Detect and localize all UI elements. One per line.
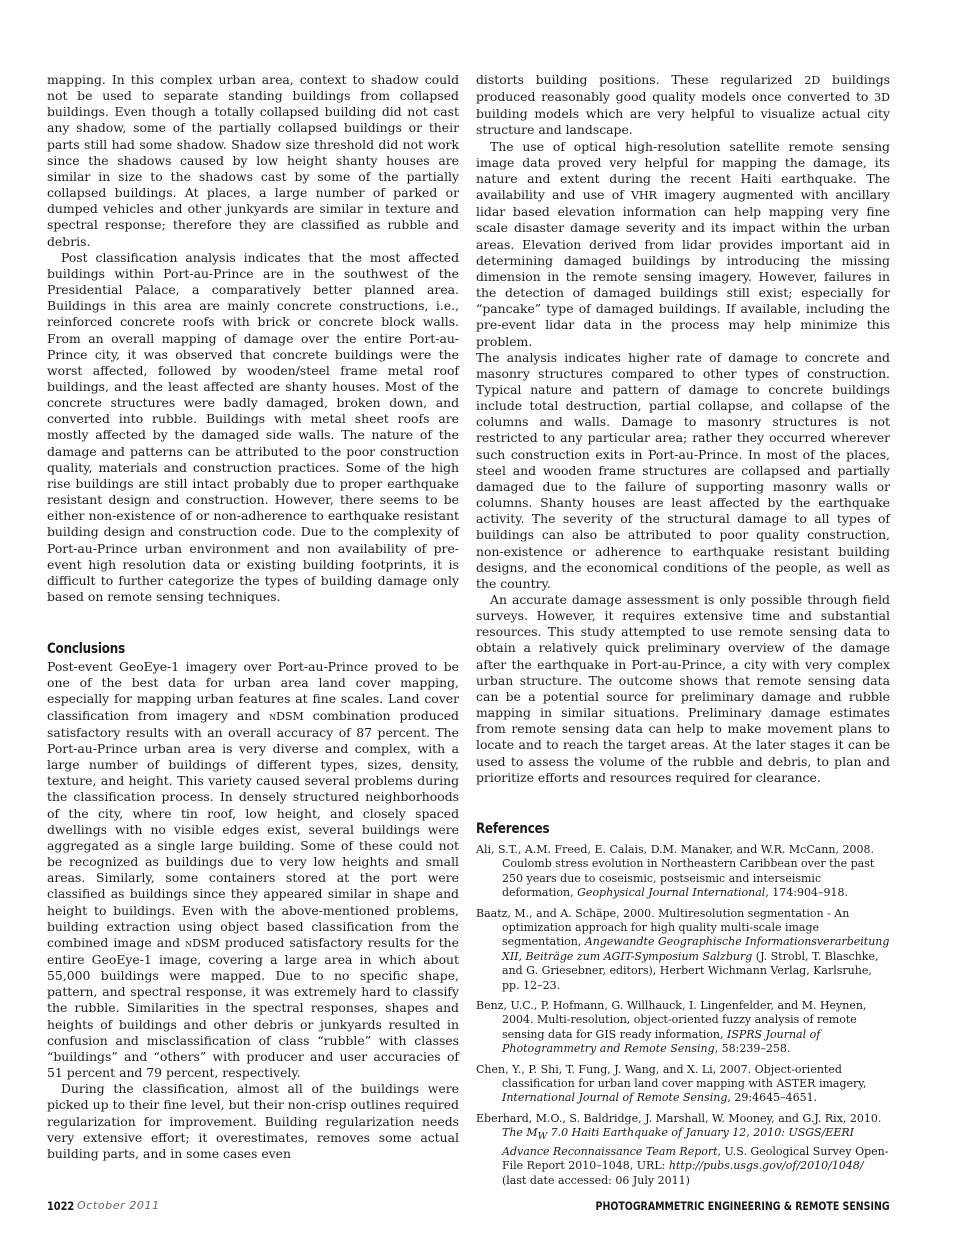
journal-title: Geophysical Journal International xyxy=(577,886,766,900)
page-footer xyxy=(47,1197,890,1215)
left-column xyxy=(47,72,459,1162)
body-paragraph: mapping. In this complex urban area, context to shadow could not be used to separate standing buildings from collapsed buildings. Even though a totally collapsed building did not cast any shadow, some of the partially collapsed buildings or their parts still had some shadow. Shadow size threshold did not work since the shadows caused by low height shanty houses are similar in size to the shadows cast by some of the partially collapsed buildings. At places, a large number of parked or dumped vehicles and other junkyards are similar in texture and spectral response; therefore they are classified as rubble and debris. xyxy=(47,72,459,249)
text-run: , 58:239–258. xyxy=(714,1042,791,1056)
abbrev-2d: 2D xyxy=(804,74,821,87)
text-run: , 174:904–918. xyxy=(765,886,848,900)
body-paragraph xyxy=(476,139,890,350)
abbrev-3d: 3D xyxy=(874,91,890,105)
text-run: distorts building positions. These regularized xyxy=(476,72,805,87)
reference-item xyxy=(476,907,890,993)
text-run: produced satisfactory results for the entire GeoEye-1 image, covering a large area in which about 55,000 buildings were mapped. Due to no specific shape, pattern, and spectral response, it was extremely hard to classify the rubble. Similarities in the spectral responses, shapes and heights of buildings and other debris or junkyards resulted in confusion and misclassification of class “rubble” with classes “buildings” and “others” with producer and user accuracies of 51 percent and 79 percent, respectively. xyxy=(47,934,459,1081)
reference-item xyxy=(476,1063,890,1106)
right-column xyxy=(476,72,890,1194)
text-run: (J. Strobl, T. Blaschke, and G. Griesebner, editors), Herbert Wichmann Verlag, Karlsruhe, pp. 12–23. xyxy=(502,949,879,992)
text-run: Baatz, M., and A. Schäpe, 2000. Multiresolution segmentation - An optimization approach for high quality multi-scale image segmentation, xyxy=(476,906,850,949)
journal-title: Angewandte Geographische Informationsverarbeitung XII, Beiträge zum AGIT-Symposium Salzburg xyxy=(502,935,890,963)
text-run: The use of optical high-resolution satellite remote sensing image data proved very helpful for mapping the damage, its nature and extent during the recent Haiti earthquake. The availability and use of xyxy=(476,138,890,203)
text-run: combination produced satisfactory results with an overall accuracy of 87 percent. The Port-au-Prince urban area is very diverse and complex, with a large number of buildings of different types, sizes, density, texture, and height. This variety caused several problems during the classification process. In densely structured neighborhoods of the city, where tin roof, low height, and closely spaced dwellings with no visible edges exist, several buildings were aggregated as a single large building. Some of these could not be recognized as buildings due to very low heights and small areas. Similarly, some containers stored at the port were classified as buildings since they appeared similar in shape and height to buildings. Even with the above-mentioned problems, building extraction using object based classification from the combined image and xyxy=(47,707,459,950)
journal-title: International Journal of Remote Sensing xyxy=(502,1091,728,1105)
text-run: , 29:4645–4651. xyxy=(727,1091,818,1105)
text-run: , U.S. Geological Survey Open-File Report 2010–1048, URL: xyxy=(502,1144,889,1173)
journal-title: ISPRS Journal of Photogrammetry and Remote Sensing xyxy=(502,1027,821,1056)
text-run: Ali, S.T., A.M. Freed, E. Calais, D.M. Manaker, and W.R. McCann, 2008. Coulomb stress evolution in Northeastern Caribbean over the past 250 years due to coseismic, postseismic and interseismic deformation, xyxy=(476,842,875,900)
abbrev-ndsm: nDSM xyxy=(185,936,220,950)
conclusions-paragraph: During the classification, almost all of the buildings were picked up to their fine level, but their non-crisp outlines required regularization for improvement. Building regularization needs very extensive effort; it overestimates, removes some actual building parts, and in some cases even xyxy=(47,1081,459,1161)
reference-item xyxy=(476,999,890,1057)
text-run: buildings produced reasonably good quality models once converted to xyxy=(476,72,890,105)
reference-url[interactable]: http://pubs.usgs.gov/of/2010/1048/ xyxy=(668,1159,864,1173)
body-paragraph: The analysis indicates higher rate of damage to concrete and masonry structures compared to other types of construction. Typical nature and pattern of damage to concrete buildings include total destruction, partial collapse, and collapse of the columns and walls. Damage to masonry structures is not restricted to any particular area; rather they occurred wherever such construction exits in Port-au-Prince. In most of the places, steel and wooden frame structures are collapsed and partially damaged due to the failure of supporting masonry walls or columns. Shanty houses are least affected by the earthquake activity. The severity of the structural damage to all types of buildings can also be attributed to poor quality construction, non-existence or adherence to earthquake resistant building designs, and the economical conditions of the people, as well as the country. xyxy=(476,349,890,591)
references-heading: References xyxy=(476,820,550,837)
issue-date: October 2011 xyxy=(77,1199,160,1212)
abbrev-ndsm: nDSM xyxy=(269,709,304,723)
body-paragraph: Post classification analysis indicates that the most affected buildings within Port-au-Prince are in the southwest of the Presidential Palace, a comparatively better planned area. Buildings in this area are mainly concrete constructions, i.e., reinforced concrete roofs with brick or concrete block walls. From an overall mapping of damage over the entire Port-au-Prince city, it was observed that concrete buildings were the worst affected, followed by wooden/steel frame metal roof buildings, and the least affected are shanty houses. Most of the concrete structures were badly damaged, broken down, and converted into rubble. Buildings with metal sheet roofs are mostly affected by the damaged side walls. The nature of the damage and patterns can be attributed to the poor construction quality, materials and construction practices. Some of the high rise buildings are still intact probably due to proper earthquake resistant design and construction. However, there seems to be either non-existence of or non-adherence to earthquake resistant building design and construction code. Due to the complexity of Port-au-Prince urban environment and non availability of pre-event high resolution data or existing building footprints, it is difficult to further categorize the types of building damage only based on remote sensing techniques. xyxy=(47,249,459,604)
text-run: Post-event GeoEye-1 imagery over Port-au-Prince proved to be one of the best data for urban area land cover mapping, especially for mapping urban features at fine scales. Land cover classification from imagery and xyxy=(47,659,459,723)
body-paragraph xyxy=(476,72,890,139)
journal-name: PHOTOGRAMMETRIC ENGINEERING & REMOTE SENSING xyxy=(595,1199,890,1213)
text-run: building models which are very helpful to visualize actual city structure and landscape. xyxy=(476,106,890,138)
abbrev-vhr: VHR xyxy=(631,189,657,203)
reference-item xyxy=(476,843,890,901)
text-run: Chen, Y., P. Shi, T. Fung, J. Wang, and X. Li, 2007. Object-oriented classification for urban land cover mapping with ASTER imagery, xyxy=(476,1062,867,1090)
conclusions-heading: Conclusions xyxy=(47,641,126,658)
text-run: imagery augmented with ancillary lidar based elevation information can help mapping very fine scale disaster damage severity and its impact within the urban areas. Elevation derived from lidar provides important aid in determining damaged buildings by introducing the missing dimension in the remote sensing imagery. However, failures in the detection of damaged buildings still exist; especially for “pancake” type of damaged buildings. If available, including the pre-event lidar data in the process may help minimize this problem. xyxy=(476,187,890,349)
references-list xyxy=(476,843,890,1188)
conclusions-paragraph xyxy=(47,659,459,1081)
text-run: Benz, U.C., P. Hofmann, G. Willhauck, I. Lingenfelder, and M. Heynen, 2004. Multi-resolution, object-oriented fuzzy analysis of remote sensing data for GIS ready information, xyxy=(476,998,867,1041)
text-run: (last date accessed: 06 July 2011) xyxy=(502,1173,690,1187)
page-number: 1022 xyxy=(47,1199,75,1213)
text-run: 7.0 Haiti Earthquake of January 12, 2010: USGS/EERI Advance Reconnaissance Team Report xyxy=(502,1126,854,1158)
subscript: W xyxy=(537,1131,548,1143)
body-paragraph: An accurate damage assessment is only possible through field surveys. However, it requires extensive time and substantial resources. This study attempted to use remote sensing data to obtain a relatively quick preliminary overview of the damage after the earthquake in Port-au-Prince, a city with very complex urban structure. The outcome shows that remote sensing data can be a potential source for preliminary damage and rubble mapping in similar situations. Preliminary damage estimates from remote sensing data can help to make movement plans to locate and to reach the target areas. At the later stages it can be used to assess the volume of the rubble and debris, to plan and prioritize efforts and resources required for clearance. xyxy=(476,592,890,785)
text-run: Eberhard, M.O., S. Baldridge, J. Marshall, W. Mooney, and G.J. Rix, 2010. xyxy=(476,1111,882,1125)
text-run: The M xyxy=(502,1126,538,1140)
reference-item xyxy=(476,1112,890,1188)
